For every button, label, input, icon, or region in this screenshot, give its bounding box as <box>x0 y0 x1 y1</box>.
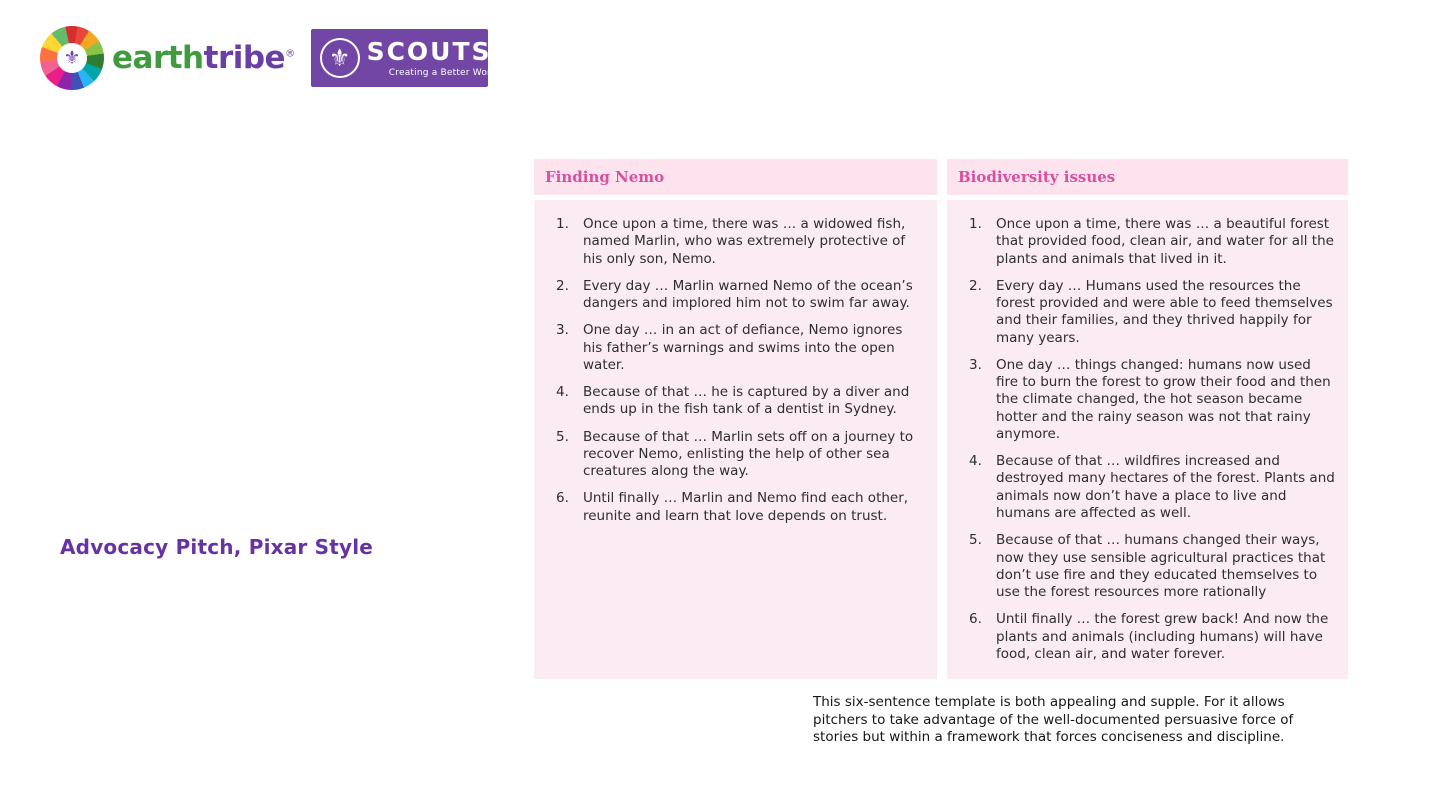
list-item <box>969 216 1336 268</box>
column-body-biodiversity-issues <box>947 200 1348 679</box>
finding-nemo-list <box>556 216 925 525</box>
list-item <box>969 278 1336 347</box>
registered-mark: ® <box>285 48 295 60</box>
list-item <box>556 278 925 313</box>
item-number: 4. <box>969 453 982 470</box>
earthtribe-word-tribe: tribe <box>203 40 286 76</box>
item-number: 5. <box>969 532 982 549</box>
earthtribe-badge <box>57 43 87 73</box>
item-number: 6. <box>556 490 569 507</box>
column-header-finding-nemo: Finding Nemo <box>534 159 937 195</box>
item-number: 2. <box>969 277 982 294</box>
earthtribe-wordmark <box>112 40 295 76</box>
biodiversity-list <box>969 216 1336 663</box>
column-header-biodiversity-issues: Biodiversity issues <box>947 159 1348 195</box>
item-text: One day … in an act of defiance, Nemo ignores his father’s warnings and swims into the open water. <box>583 322 903 373</box>
item-text: Once upon a time, there was … a widowed fish, named Marlin, who was extremely protective of his only son, Nemo. <box>583 216 906 267</box>
item-text: Because of that … he is captured by a diver and ends up in the fish tank of a dentist in Sydney. <box>583 384 910 418</box>
item-number: 1. <box>969 216 982 232</box>
scouts-logo <box>311 29 500 87</box>
item-text: Because of that … humans changed their ways, now they use sensible agricultural practices that don’t use fire and they educated themselves to use the forest resources more rationally <box>996 532 1326 601</box>
logo-row <box>40 26 500 90</box>
earthtribe-word-earth: earth <box>112 40 204 76</box>
fleur-de-lis-icon: ⚜ <box>63 46 81 69</box>
item-text: Once upon a time, there was … a beautiful forest that provided food, clean air, and water for all the plants and animals that lived in it. <box>996 216 1334 267</box>
item-text: Every day … Humans used the resources the forest provided and were able to feed themselves and their families, and they thrived happily for many years. <box>996 277 1333 346</box>
list-item <box>969 611 1336 663</box>
item-number: 2. <box>556 277 569 294</box>
item-text: One day … things changed: humans now used fire to burn the forest to grow their food and then the climate changed, the hot season became hotter and the rainy season was not that rainy anymore. <box>996 356 1331 442</box>
list-item <box>556 429 925 481</box>
item-text: Until finally … Marlin and Nemo find each other, reunite and learn that love depends on trust. <box>583 490 909 524</box>
earthtribe-globe-mosaic-icon <box>40 26 104 90</box>
list-item <box>556 216 925 268</box>
scouts-name-text: SCOUTS <box>366 36 492 66</box>
item-number: 3. <box>969 356 982 373</box>
item-number: 1. <box>556 216 569 232</box>
column-body-finding-nemo <box>534 200 937 679</box>
scouts-wordmark <box>366 36 500 66</box>
list-item <box>969 357 1336 443</box>
fleur-de-lis-icon: ⚜ <box>328 44 351 72</box>
item-text: Because of that … Marlin sets off on a journey to recover Nemo, enlisting the help of other sea creatures along the way. <box>583 428 914 480</box>
list-item <box>969 532 1336 601</box>
list-item <box>556 490 925 525</box>
scouts-tagline: Creating a Better World <box>388 67 500 78</box>
item-number: 6. <box>969 611 982 628</box>
item-number: 5. <box>556 428 569 445</box>
list-item <box>556 384 925 419</box>
page-title: Advocacy Pitch, Pixar Style <box>60 535 374 559</box>
caption-paragraph: This six-sentence template is both appealing and supple. For it allows pitchers to take advantage of the well-documented persuasive force of stories but within a framework that forces conciseness and discipline. <box>813 694 1294 746</box>
list-item <box>969 453 1336 522</box>
earthtribe-logo <box>40 26 295 90</box>
comparison-table <box>534 159 1348 679</box>
item-number: 4. <box>556 384 569 401</box>
scouts-wordmark-block <box>366 36 500 78</box>
list-item <box>556 322 925 374</box>
item-number: 3. <box>556 322 569 339</box>
item-text: Until finally … the forest grew back! And now the plants and animals (including humans) will have food, clean air, and water forever. <box>996 611 1329 662</box>
registered-mark: ® <box>491 43 500 53</box>
item-text: Every day … Marlin warned Nemo of the ocean’s dangers and implored him not to swim far away. <box>583 277 913 312</box>
scouts-emblem-circle <box>320 38 360 78</box>
item-text: Because of that … wildfires increased and destroyed many hectares of the forest. Plants and animals now don’t have a place to live and humans are affected as well. <box>996 453 1335 521</box>
